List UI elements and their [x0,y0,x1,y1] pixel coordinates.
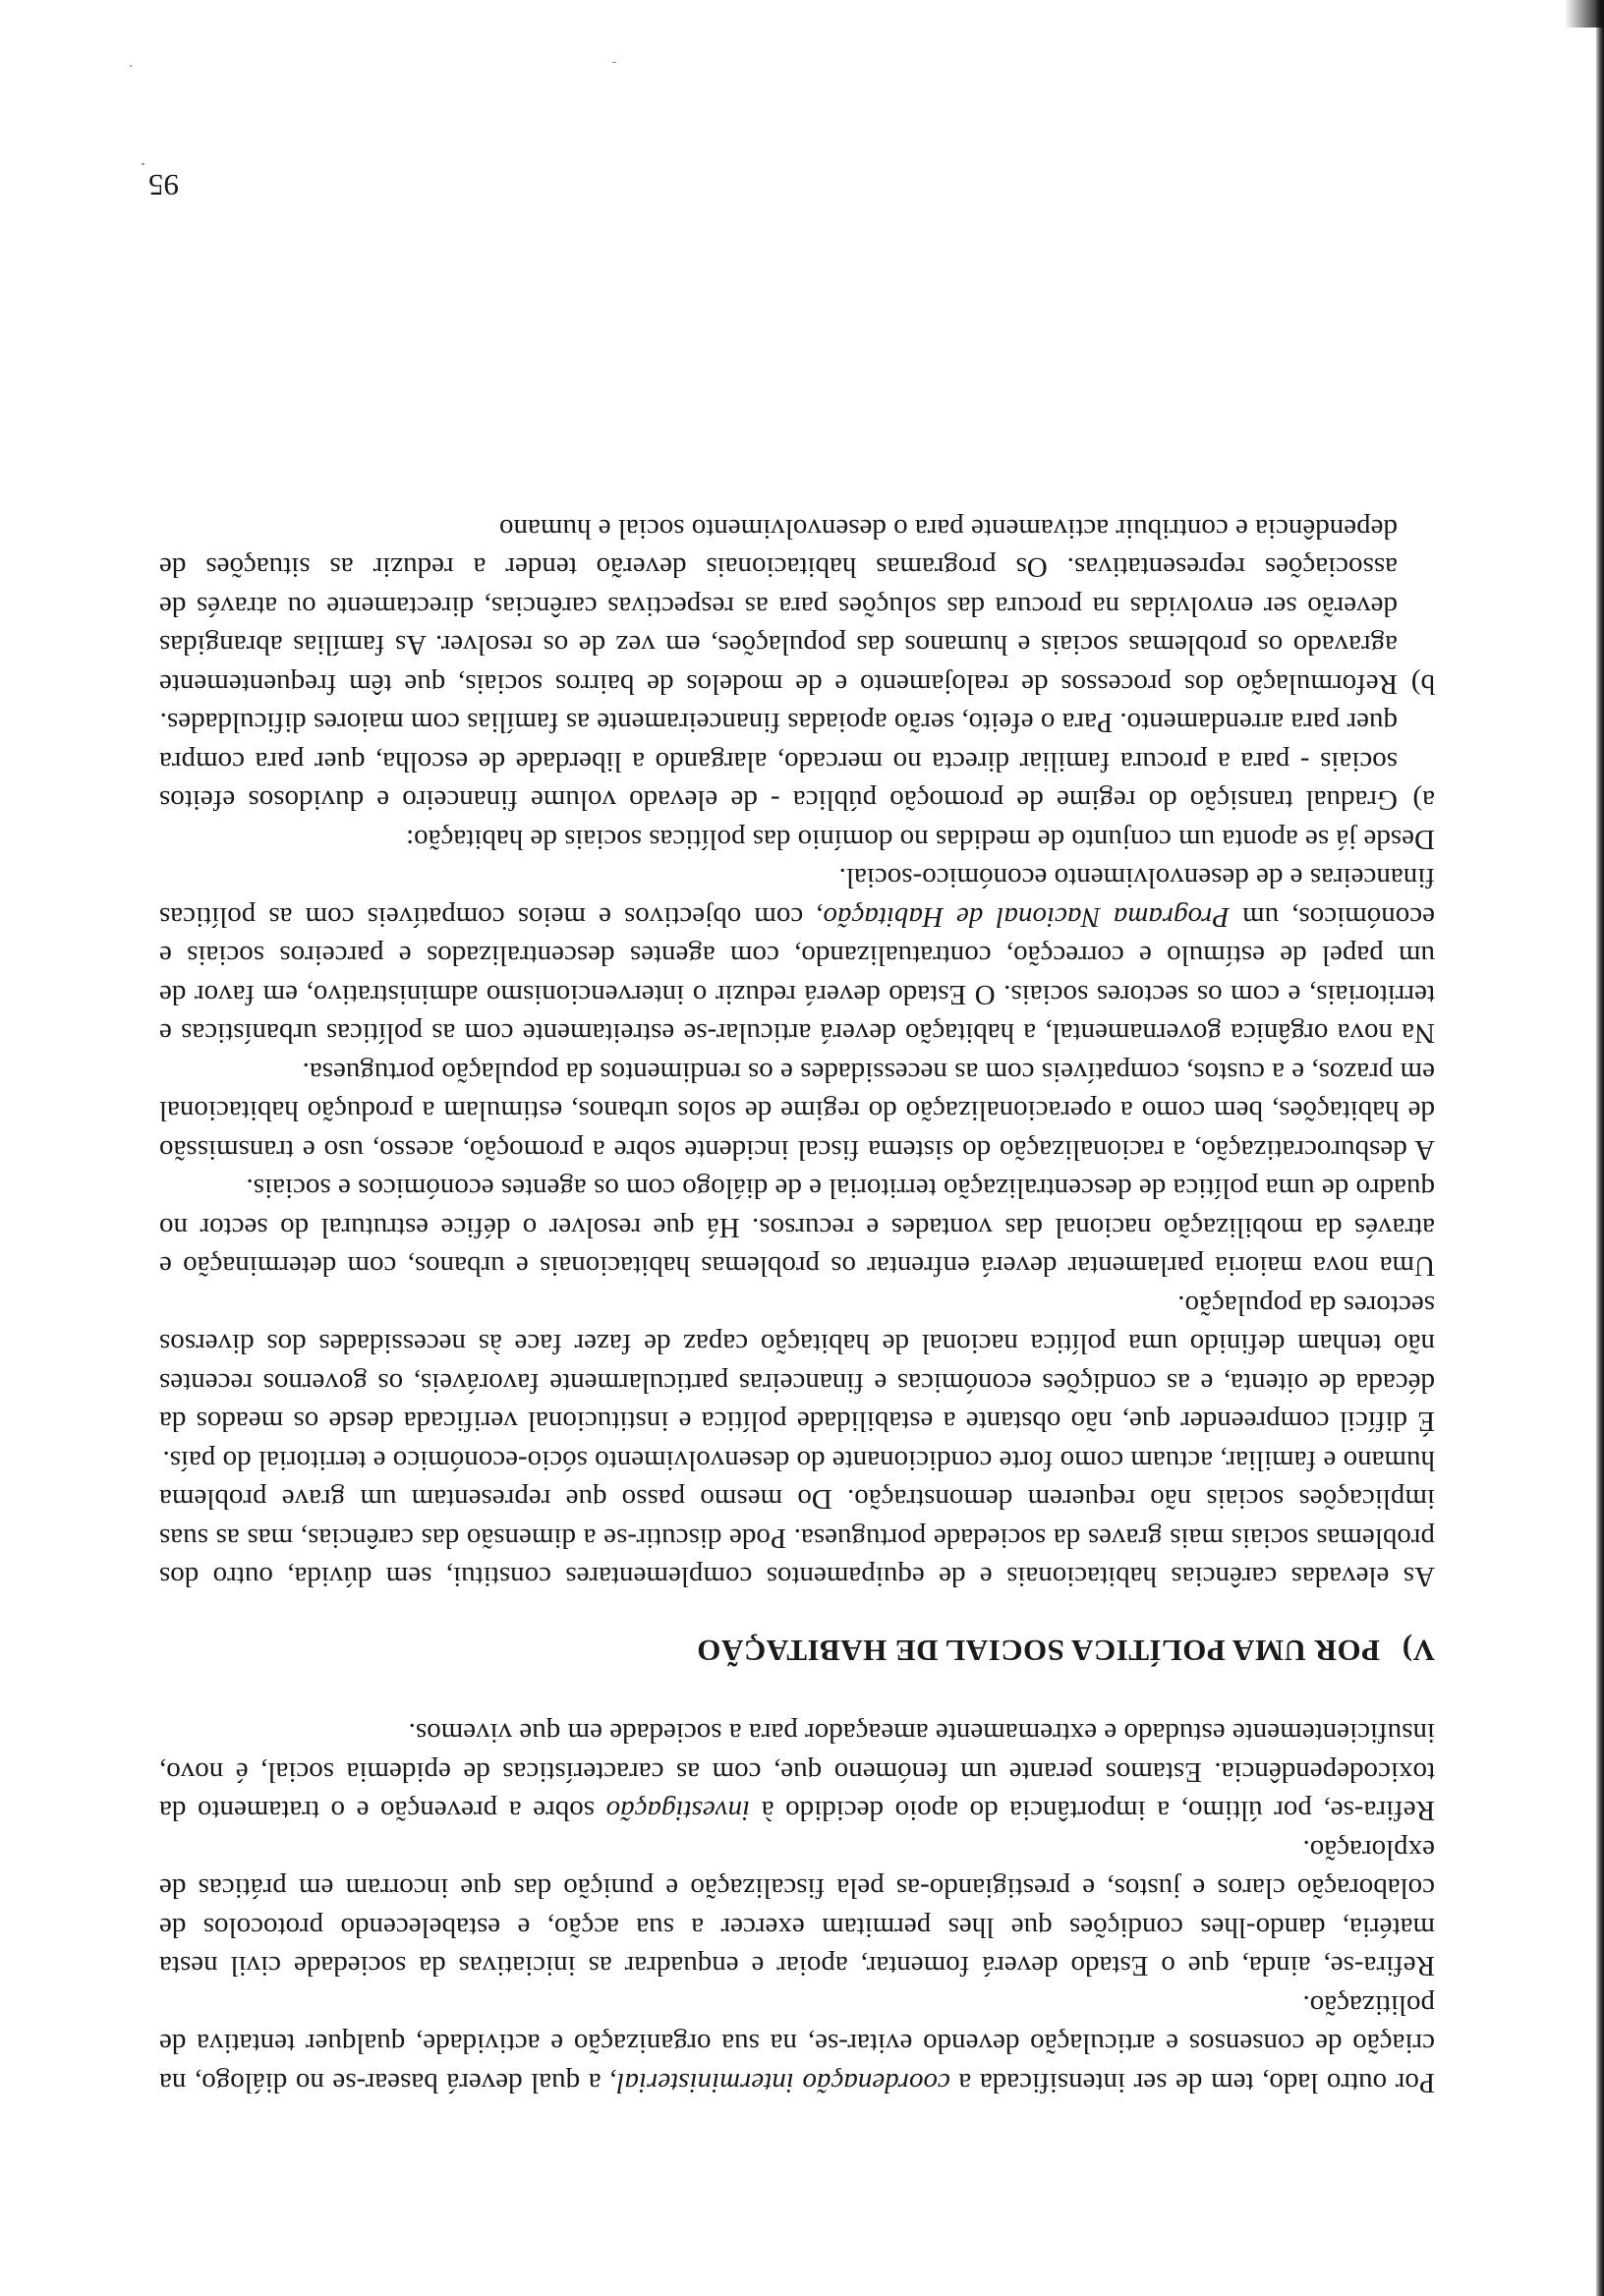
paragraph-new-majority: Uma nova maioria parlamentar deverá enfrentar os problemas habitacionais e urbanos, com determinação e através da mobilização nacional das vontades e recursos. Há que resolver o défice estrutural do sector no quadro de uma política de descentralização territorial e de diálogo com os agentes económicos e sociais. [159,1173,1435,1283]
section-heading [159,1632,1435,1671]
page-number: 95 [148,168,179,202]
scan-speck [142,163,144,165]
paragraph-civil-society: Refira-se, ainda, que o Estado deverá fomentar, apoiar e enquadrar as iniciativas da sociedade civil nesta matéria, dando-lhes condições que lhes permitam exercer a sua acção, e estabelecendo protocolos de colaboração claros e justos, e prestigiando-as pela fiscalização e punição das que incorram em práticas de exploração. [159,1834,1435,1982]
list-item-a [159,703,1435,820]
section-number: V) [1402,1634,1435,1668]
list-marker: b) [1410,668,1435,700]
scan-speck [130,65,132,67]
list-item-b [159,509,1435,704]
emphasis-investigation: investigação [605,1795,751,1827]
list-item-text: Gradual transição do regime de promoção pública - de elevado volume financeiro e duvidosos efeitos sociais - para a procura familiar directa no mercado, alargando a liberdade de escolha, quer para compra quer para arrendamento. Para o efeito, serão apoiadas financeiramente as famílias com maiores dificuldades. [159,707,1398,817]
paragraph-debureaucratization: A desburocratização, a racionalização do sistema fiscal incidente sobre a promoção, acesso, uso e transmissão de habitações, bem como a operacionalização do regime de solos urbanos, estimulam a produção habitacional em prazos, e a custos, compatíveis com as necessidades e os rendimentos da população portuguesa. [159,1057,1435,1166]
paragraph-measures-intro: Desde já se aponta um conjunto de medidas no domínio das políticas sociais de habitação: [406,824,1435,855]
paragraph-investigation: Refira-se, por último, a importância do apoio decidido à investigação sobre a prevenção e o tratamento da toxicodependência. Estamos perante um fenómeno que, com as características de epidemia social, é novo, insuficientemente estudado e extremamente ameaçador para a sociedade em que vivemos. [158,1717,1435,1827]
emphasis-coordination: coordenação interministerial [616,2067,950,2098]
paragraph-housing-needs: As elevadas carências habitacionais e de equipamentos complementares constitui, sem dúvida, outro dos problemas sociais mais graves da sociedade portuguesa. Pode discutir-se a dimensão das carências, mas as suas implicações sociais não requerem demonstração. Do mesmo passo que representam um grave problema humano e familiar, actuam como forte condicionante do desenvolvimento sócio-económico e territorial do país. [159,1445,1435,1593]
paragraph-governmental-organization: Na nova orgânica governamental, a habitação deverá articular-se estreitamente com as políticas urbanísticas e territoriais, e com os sectores sociais. O Estado deverá reduzir o intervencionismo administrativo, em favor de um papel de estímulo e correcção, contratualizando, com agentes descentralizados e parceiros sociais e económicos, um Programa Nacional de Habitação, com objectivos e meios compatíveis com as políticas financeiras e de desenvolvimento económico-social. [158,862,1435,1050]
paragraph-coordination: Por outro lado, tem de ser intensificada a coordenação interministerial, a qual deverá basear-se no diálogo, na criação de consensos e articulação devendo evitar-se, na sua organização e actividade, qualquer tentativa de politização. [159,1989,1435,2098]
paragraph-stability: É difícil compreender que, não obstante a estabilidade política e institucional verificada desde os meados da década de oitenta, e as condições económicas e financeiras particularmente favoráveis, os governos recentes não tenham definido uma política nacional de habitação capaz de fazer face às necessidades dos diversos sectores da população. [159,1290,1435,1438]
list-marker: a) [1412,784,1435,817]
emphasis-programa-nacional: Programa Nacional de Habitação [823,901,1231,933]
section-title: POR UMA POLÍTICA SOCIAL DE HABITAÇÃO [696,1634,1381,1668]
page-content [159,509,1435,2102]
scan-speck [612,62,616,63]
list-item-text: Reformulação dos processos de realojamento e de modelos de bairros sociais, que têm frequentemente agravado os problemas sociais e humanos das populações, em vez de os resolver. As famílias abrangidas deverão ser envolvidas na procura das soluções para as respectivas carências, directamente ou através de associações representativas. Os programas habitacionais deverão tender a reduzir as situações de dependência e contribuir activamente para o desenvolvimento social e humano [159,513,1398,700]
